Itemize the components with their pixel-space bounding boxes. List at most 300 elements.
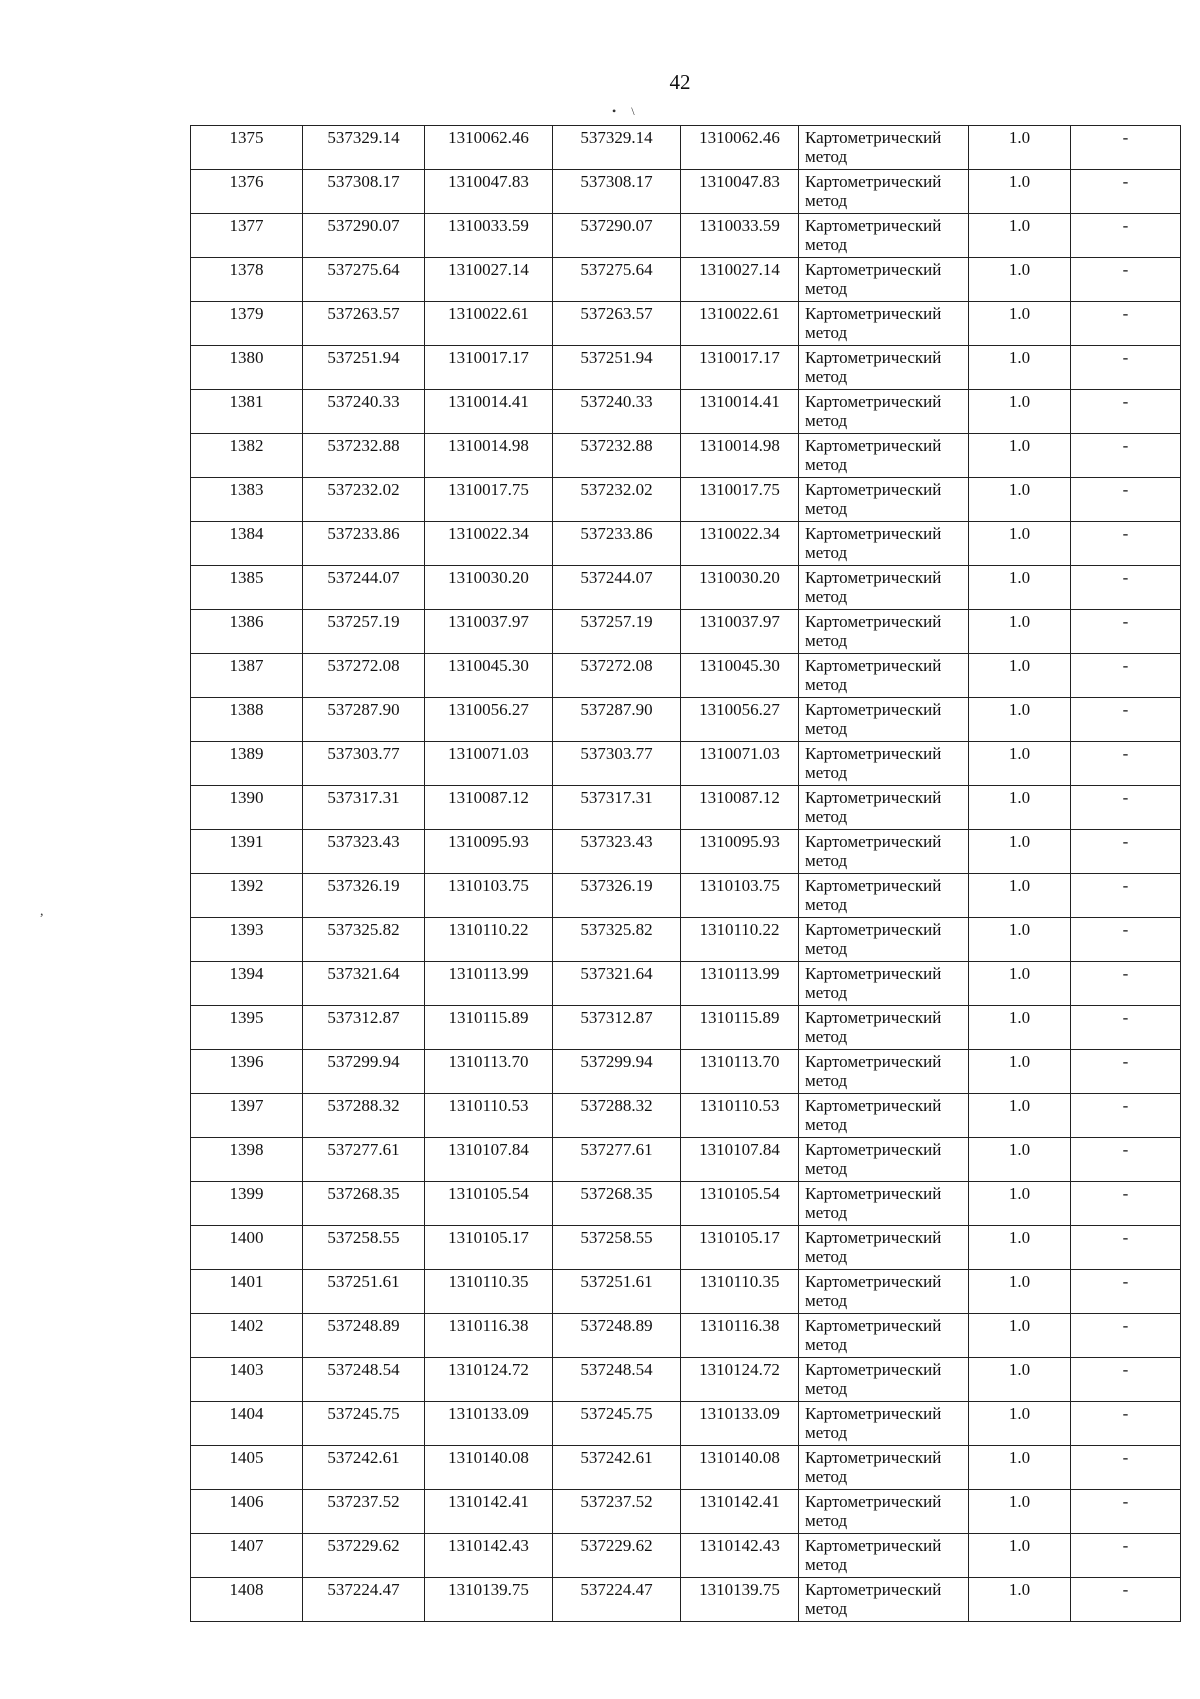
accuracy-cell: 1.0 xyxy=(969,874,1071,918)
point-number-cell: 1405 xyxy=(191,1446,303,1490)
method-line-2: метод xyxy=(805,1423,848,1442)
y-coordinate-cell: 1310022.34 xyxy=(425,522,553,566)
point-number-cell: 1381 xyxy=(191,390,303,434)
method-line-2: метод xyxy=(805,895,848,914)
method-line-1: Картометрический xyxy=(805,1492,942,1511)
method-line-1: Картометрический xyxy=(805,392,942,411)
method-line-1: Картометрический xyxy=(805,656,942,675)
method-cell xyxy=(799,170,969,214)
method-cell xyxy=(799,1270,969,1314)
table-row xyxy=(191,346,1181,390)
method-line-2: метод xyxy=(805,983,848,1002)
method-line-2: метод xyxy=(805,455,848,474)
accuracy-cell: 1.0 xyxy=(969,1490,1071,1534)
table-row xyxy=(191,522,1181,566)
y-coordinate-cell: 1310105.54 xyxy=(425,1182,553,1226)
method-line-1: Картометрический xyxy=(805,1580,942,1599)
method-cell xyxy=(799,918,969,962)
accuracy-cell: 1.0 xyxy=(969,654,1071,698)
method-line-2: метод xyxy=(805,1247,848,1266)
y-coordinate-cell: 1310017.75 xyxy=(681,478,799,522)
method-cell xyxy=(799,1006,969,1050)
method-cell xyxy=(799,1402,969,1446)
accuracy-cell: 1.0 xyxy=(969,258,1071,302)
y-coordinate-cell: 1310014.41 xyxy=(681,390,799,434)
x-coordinate-cell: 537242.61 xyxy=(303,1446,425,1490)
x-coordinate-cell: 537237.52 xyxy=(553,1490,681,1534)
x-coordinate-cell: 537251.94 xyxy=(303,346,425,390)
table-row xyxy=(191,698,1181,742)
y-coordinate-cell: 1310087.12 xyxy=(425,786,553,830)
x-coordinate-cell: 537245.75 xyxy=(553,1402,681,1446)
method-line-2: метод xyxy=(805,1071,848,1090)
note-cell: - xyxy=(1071,258,1181,302)
note-cell: - xyxy=(1071,566,1181,610)
point-number-cell: 1390 xyxy=(191,786,303,830)
x-coordinate-cell: 537303.77 xyxy=(303,742,425,786)
x-coordinate-cell: 537308.17 xyxy=(303,170,425,214)
x-coordinate-cell: 537232.02 xyxy=(303,478,425,522)
y-coordinate-cell: 1310033.59 xyxy=(681,214,799,258)
table-row xyxy=(191,918,1181,962)
x-coordinate-cell: 537232.88 xyxy=(553,434,681,478)
y-coordinate-cell: 1310110.22 xyxy=(681,918,799,962)
method-line-1: Картометрический xyxy=(805,1052,942,1071)
point-number-cell: 1406 xyxy=(191,1490,303,1534)
accuracy-cell: 1.0 xyxy=(969,1402,1071,1446)
table-row xyxy=(191,874,1181,918)
y-coordinate-cell: 1310142.41 xyxy=(425,1490,553,1534)
table-row xyxy=(191,1402,1181,1446)
y-coordinate-cell: 1310095.93 xyxy=(425,830,553,874)
method-line-2: метод xyxy=(805,1511,848,1530)
table-row xyxy=(191,742,1181,786)
method-line-1: Картометрический xyxy=(805,172,942,191)
table-row xyxy=(191,434,1181,478)
method-line-1: Картометрический xyxy=(805,260,942,279)
method-cell xyxy=(799,1182,969,1226)
method-line-1: Картометрический xyxy=(805,348,942,367)
method-line-2: метод xyxy=(805,939,848,958)
method-cell xyxy=(799,1446,969,1490)
point-number-cell: 1408 xyxy=(191,1578,303,1622)
table-row xyxy=(191,1534,1181,1578)
method-cell xyxy=(799,1534,969,1578)
x-coordinate-cell: 537329.14 xyxy=(303,126,425,170)
accuracy-cell: 1.0 xyxy=(969,918,1071,962)
note-cell: - xyxy=(1071,1094,1181,1138)
y-coordinate-cell: 1310110.53 xyxy=(425,1094,553,1138)
method-line-1: Картометрический xyxy=(805,1316,942,1335)
y-coordinate-cell: 1310113.70 xyxy=(425,1050,553,1094)
y-coordinate-cell: 1310087.12 xyxy=(681,786,799,830)
x-coordinate-cell: 537329.14 xyxy=(553,126,681,170)
method-cell xyxy=(799,1490,969,1534)
x-coordinate-cell: 537277.61 xyxy=(553,1138,681,1182)
x-coordinate-cell: 537275.64 xyxy=(553,258,681,302)
x-coordinate-cell: 537268.35 xyxy=(553,1182,681,1226)
table-row xyxy=(191,258,1181,302)
x-coordinate-cell: 537268.35 xyxy=(303,1182,425,1226)
point-number-cell: 1398 xyxy=(191,1138,303,1182)
method-line-2: метод xyxy=(805,191,848,210)
table-row xyxy=(191,610,1181,654)
method-line-1: Картометрический xyxy=(805,1448,942,1467)
method-cell xyxy=(799,786,969,830)
point-number-cell: 1386 xyxy=(191,610,303,654)
method-line-2: метод xyxy=(805,851,848,870)
note-cell: - xyxy=(1071,170,1181,214)
method-line-2: метод xyxy=(805,235,848,254)
x-coordinate-cell: 537224.47 xyxy=(553,1578,681,1622)
point-number-cell: 1375 xyxy=(191,126,303,170)
method-line-2: метод xyxy=(805,147,848,166)
x-coordinate-cell: 537245.75 xyxy=(303,1402,425,1446)
method-cell xyxy=(799,522,969,566)
y-coordinate-cell: 1310105.54 xyxy=(681,1182,799,1226)
x-coordinate-cell: 537277.61 xyxy=(303,1138,425,1182)
method-line-2: метод xyxy=(805,1027,848,1046)
y-coordinate-cell: 1310107.84 xyxy=(425,1138,553,1182)
y-coordinate-cell: 1310113.99 xyxy=(681,962,799,1006)
point-number-cell: 1402 xyxy=(191,1314,303,1358)
note-cell: - xyxy=(1071,1050,1181,1094)
x-coordinate-cell: 537240.33 xyxy=(303,390,425,434)
y-coordinate-cell: 1310062.46 xyxy=(425,126,553,170)
method-line-2: метод xyxy=(805,1555,848,1574)
y-coordinate-cell: 1310110.53 xyxy=(681,1094,799,1138)
method-line-1: Картометрический xyxy=(805,524,942,543)
method-line-1: Картометрический xyxy=(805,1140,942,1159)
x-coordinate-cell: 537232.02 xyxy=(553,478,681,522)
note-cell: - xyxy=(1071,214,1181,258)
y-coordinate-cell: 1310045.30 xyxy=(425,654,553,698)
method-line-2: метод xyxy=(805,323,848,342)
method-cell xyxy=(799,1578,969,1622)
point-number-cell: 1396 xyxy=(191,1050,303,1094)
x-coordinate-cell: 537257.19 xyxy=(553,610,681,654)
scan-artifact-marks: • \ xyxy=(612,104,641,118)
y-coordinate-cell: 1310113.99 xyxy=(425,962,553,1006)
note-cell: - xyxy=(1071,1138,1181,1182)
point-number-cell: 1403 xyxy=(191,1358,303,1402)
method-cell xyxy=(799,390,969,434)
y-coordinate-cell: 1310139.75 xyxy=(425,1578,553,1622)
method-cell xyxy=(799,346,969,390)
x-coordinate-cell: 537244.07 xyxy=(303,566,425,610)
point-number-cell: 1387 xyxy=(191,654,303,698)
method-line-2: метод xyxy=(805,807,848,826)
table-row xyxy=(191,126,1181,170)
y-coordinate-cell: 1310110.35 xyxy=(681,1270,799,1314)
point-number-cell: 1397 xyxy=(191,1094,303,1138)
accuracy-cell: 1.0 xyxy=(969,522,1071,566)
point-number-cell: 1379 xyxy=(191,302,303,346)
x-coordinate-cell: 537263.57 xyxy=(553,302,681,346)
method-line-2: метод xyxy=(805,1379,848,1398)
y-coordinate-cell: 1310142.43 xyxy=(681,1534,799,1578)
note-cell: - xyxy=(1071,1490,1181,1534)
y-coordinate-cell: 1310014.98 xyxy=(425,434,553,478)
note-cell: - xyxy=(1071,1006,1181,1050)
note-cell: - xyxy=(1071,830,1181,874)
method-cell xyxy=(799,962,969,1006)
method-line-2: метод xyxy=(805,1467,848,1486)
method-line-1: Картометрический xyxy=(805,1008,942,1027)
point-number-cell: 1380 xyxy=(191,346,303,390)
point-number-cell: 1401 xyxy=(191,1270,303,1314)
table-row xyxy=(191,1138,1181,1182)
y-coordinate-cell: 1310071.03 xyxy=(425,742,553,786)
method-cell xyxy=(799,1138,969,1182)
x-coordinate-cell: 537317.31 xyxy=(553,786,681,830)
method-cell xyxy=(799,302,969,346)
x-coordinate-cell: 537323.43 xyxy=(303,830,425,874)
table-row xyxy=(191,962,1181,1006)
y-coordinate-cell: 1310037.97 xyxy=(681,610,799,654)
note-cell: - xyxy=(1071,1226,1181,1270)
accuracy-cell: 1.0 xyxy=(969,742,1071,786)
method-line-2: метод xyxy=(805,499,848,518)
method-line-2: метод xyxy=(805,587,848,606)
x-coordinate-cell: 537326.19 xyxy=(553,874,681,918)
note-cell: - xyxy=(1071,610,1181,654)
y-coordinate-cell: 1310030.20 xyxy=(681,566,799,610)
method-line-1: Картометрический xyxy=(805,480,942,499)
note-cell: - xyxy=(1071,918,1181,962)
accuracy-cell: 1.0 xyxy=(969,1006,1071,1050)
table-row xyxy=(191,1006,1181,1050)
y-coordinate-cell: 1310142.43 xyxy=(425,1534,553,1578)
note-cell: - xyxy=(1071,302,1181,346)
accuracy-cell: 1.0 xyxy=(969,1578,1071,1622)
method-line-2: метод xyxy=(805,411,848,430)
note-cell: - xyxy=(1071,1446,1181,1490)
y-coordinate-cell: 1310095.93 xyxy=(681,830,799,874)
method-line-1: Картометрический xyxy=(805,304,942,323)
method-line-1: Картометрический xyxy=(805,964,942,983)
page-number: 42 xyxy=(669,70,691,94)
x-coordinate-cell: 537248.89 xyxy=(553,1314,681,1358)
accuracy-cell: 1.0 xyxy=(969,170,1071,214)
accuracy-cell: 1.0 xyxy=(969,434,1071,478)
method-line-1: Картометрический xyxy=(805,832,942,851)
method-line-2: метод xyxy=(805,367,848,386)
accuracy-cell: 1.0 xyxy=(969,1270,1071,1314)
y-coordinate-cell: 1310103.75 xyxy=(425,874,553,918)
x-coordinate-cell: 537325.82 xyxy=(303,918,425,962)
y-coordinate-cell: 1310107.84 xyxy=(681,1138,799,1182)
x-coordinate-cell: 537272.08 xyxy=(303,654,425,698)
method-line-1: Картометрический xyxy=(805,216,942,235)
x-coordinate-cell: 537229.62 xyxy=(553,1534,681,1578)
method-cell xyxy=(799,566,969,610)
y-coordinate-cell: 1310022.34 xyxy=(681,522,799,566)
y-coordinate-cell: 1310030.20 xyxy=(425,566,553,610)
table-row xyxy=(191,1314,1181,1358)
point-number-cell: 1385 xyxy=(191,566,303,610)
note-cell: - xyxy=(1071,1270,1181,1314)
note-cell: - xyxy=(1071,434,1181,478)
method-cell xyxy=(799,698,969,742)
y-coordinate-cell: 1310047.83 xyxy=(681,170,799,214)
point-number-cell: 1389 xyxy=(191,742,303,786)
method-line-2: метод xyxy=(805,1599,848,1618)
accuracy-cell: 1.0 xyxy=(969,1226,1071,1270)
table-row xyxy=(191,1270,1181,1314)
note-cell: - xyxy=(1071,1314,1181,1358)
x-coordinate-cell: 537232.88 xyxy=(303,434,425,478)
x-coordinate-cell: 537321.64 xyxy=(303,962,425,1006)
method-line-2: метод xyxy=(805,1115,848,1134)
point-number-cell: 1378 xyxy=(191,258,303,302)
note-cell: - xyxy=(1071,346,1181,390)
table-row xyxy=(191,1182,1181,1226)
note-cell: - xyxy=(1071,786,1181,830)
x-coordinate-cell: 537248.89 xyxy=(303,1314,425,1358)
x-coordinate-cell: 537258.55 xyxy=(303,1226,425,1270)
point-number-cell: 1384 xyxy=(191,522,303,566)
accuracy-cell: 1.0 xyxy=(969,1050,1071,1094)
y-coordinate-cell: 1310115.89 xyxy=(425,1006,553,1050)
note-cell: - xyxy=(1071,1358,1181,1402)
accuracy-cell: 1.0 xyxy=(969,698,1071,742)
point-number-cell: 1399 xyxy=(191,1182,303,1226)
y-coordinate-cell: 1310014.98 xyxy=(681,434,799,478)
x-coordinate-cell: 537233.86 xyxy=(303,522,425,566)
x-coordinate-cell: 537251.94 xyxy=(553,346,681,390)
method-cell xyxy=(799,610,969,654)
point-number-cell: 1388 xyxy=(191,698,303,742)
y-coordinate-cell: 1310133.09 xyxy=(425,1402,553,1446)
accuracy-cell: 1.0 xyxy=(969,346,1071,390)
x-coordinate-cell: 537288.32 xyxy=(553,1094,681,1138)
y-coordinate-cell: 1310014.41 xyxy=(425,390,553,434)
y-coordinate-cell: 1310062.46 xyxy=(681,126,799,170)
y-coordinate-cell: 1310139.75 xyxy=(681,1578,799,1622)
table-row xyxy=(191,566,1181,610)
method-line-2: метод xyxy=(805,675,848,694)
table-row xyxy=(191,214,1181,258)
x-coordinate-cell: 537303.77 xyxy=(553,742,681,786)
method-cell xyxy=(799,258,969,302)
point-number-cell: 1404 xyxy=(191,1402,303,1446)
y-coordinate-cell: 1310056.27 xyxy=(681,698,799,742)
point-number-cell: 1393 xyxy=(191,918,303,962)
x-coordinate-cell: 537272.08 xyxy=(553,654,681,698)
x-coordinate-cell: 537299.94 xyxy=(553,1050,681,1094)
method-line-1: Картометрический xyxy=(805,1404,942,1423)
note-cell: - xyxy=(1071,874,1181,918)
y-coordinate-cell: 1310124.72 xyxy=(681,1358,799,1402)
method-line-2: метод xyxy=(805,279,848,298)
accuracy-cell: 1.0 xyxy=(969,1138,1071,1182)
method-cell xyxy=(799,1050,969,1094)
accuracy-cell: 1.0 xyxy=(969,1314,1071,1358)
y-coordinate-cell: 1310017.75 xyxy=(425,478,553,522)
x-coordinate-cell: 537299.94 xyxy=(303,1050,425,1094)
x-coordinate-cell: 537251.61 xyxy=(303,1270,425,1314)
method-line-1: Картометрический xyxy=(805,1228,942,1247)
x-coordinate-cell: 537263.57 xyxy=(303,302,425,346)
x-coordinate-cell: 537237.52 xyxy=(303,1490,425,1534)
y-coordinate-cell: 1310027.14 xyxy=(681,258,799,302)
method-cell xyxy=(799,830,969,874)
x-coordinate-cell: 537326.19 xyxy=(303,874,425,918)
y-coordinate-cell: 1310017.17 xyxy=(425,346,553,390)
x-coordinate-cell: 537323.43 xyxy=(553,830,681,874)
note-cell: - xyxy=(1071,962,1181,1006)
y-coordinate-cell: 1310110.35 xyxy=(425,1270,553,1314)
x-coordinate-cell: 537248.54 xyxy=(553,1358,681,1402)
x-coordinate-cell: 537229.62 xyxy=(303,1534,425,1578)
method-line-1: Картометрический xyxy=(805,1184,942,1203)
method-cell xyxy=(799,874,969,918)
accuracy-cell: 1.0 xyxy=(969,566,1071,610)
table-row xyxy=(191,1490,1181,1534)
coordinates-table xyxy=(190,125,1181,1622)
method-line-2: метод xyxy=(805,719,848,738)
table-row xyxy=(191,654,1181,698)
method-line-1: Картометрический xyxy=(805,568,942,587)
point-number-cell: 1407 xyxy=(191,1534,303,1578)
x-coordinate-cell: 537288.32 xyxy=(303,1094,425,1138)
x-coordinate-cell: 537287.90 xyxy=(553,698,681,742)
stray-scan-mark: , xyxy=(40,904,44,919)
table-row xyxy=(191,1050,1181,1094)
method-line-1: Картометрический xyxy=(805,876,942,895)
y-coordinate-cell: 1310115.89 xyxy=(681,1006,799,1050)
note-cell: - xyxy=(1071,126,1181,170)
table-row xyxy=(191,1446,1181,1490)
method-cell xyxy=(799,478,969,522)
x-coordinate-cell: 537317.31 xyxy=(303,786,425,830)
y-coordinate-cell: 1310133.09 xyxy=(681,1402,799,1446)
y-coordinate-cell: 1310022.61 xyxy=(681,302,799,346)
y-coordinate-cell: 1310140.08 xyxy=(425,1446,553,1490)
method-cell xyxy=(799,434,969,478)
y-coordinate-cell: 1310022.61 xyxy=(425,302,553,346)
method-cell xyxy=(799,654,969,698)
accuracy-cell: 1.0 xyxy=(969,1094,1071,1138)
method-line-1: Картометрический xyxy=(805,920,942,939)
accuracy-cell: 1.0 xyxy=(969,478,1071,522)
note-cell: - xyxy=(1071,1534,1181,1578)
accuracy-cell: 1.0 xyxy=(969,1534,1071,1578)
accuracy-cell: 1.0 xyxy=(969,1358,1071,1402)
x-coordinate-cell: 537308.17 xyxy=(553,170,681,214)
method-line-2: метод xyxy=(805,543,848,562)
table-row xyxy=(191,1578,1181,1622)
point-number-cell: 1377 xyxy=(191,214,303,258)
table-row xyxy=(191,786,1181,830)
point-number-cell: 1383 xyxy=(191,478,303,522)
note-cell: - xyxy=(1071,654,1181,698)
point-number-cell: 1382 xyxy=(191,434,303,478)
method-line-1: Картометрический xyxy=(805,744,942,763)
method-cell xyxy=(799,1358,969,1402)
note-cell: - xyxy=(1071,1182,1181,1226)
method-line-1: Картометрический xyxy=(805,1096,942,1115)
x-coordinate-cell: 537233.86 xyxy=(553,522,681,566)
method-cell xyxy=(799,1314,969,1358)
accuracy-cell: 1.0 xyxy=(969,302,1071,346)
method-cell xyxy=(799,742,969,786)
point-number-cell: 1391 xyxy=(191,830,303,874)
table-row xyxy=(191,1226,1181,1270)
method-line-2: метод xyxy=(805,1203,848,1222)
accuracy-cell: 1.0 xyxy=(969,786,1071,830)
